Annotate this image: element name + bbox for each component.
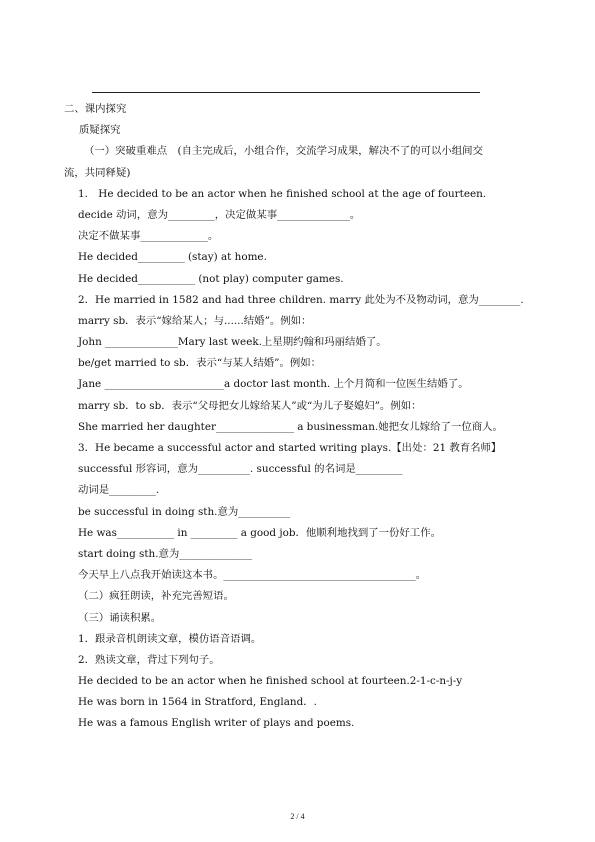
question-line: 动词是_________. [78, 484, 160, 497]
part1-heading-cont: 流，共同释疑) [64, 166, 131, 179]
top-rule [92, 92, 480, 93]
question-line: She married her daughter_______________ a businessman.她把女儿嫁给了一位商人。 [78, 420, 503, 433]
part3-item: 2．熟读文章，背过下列句子。 [78, 653, 220, 666]
question-line: decide 动词，意为_________，决定做某事______________。 [78, 208, 361, 221]
question-line: marry sb．表示“嫁给某人；与......结婚”。例如： [78, 314, 312, 327]
sentence: He decided to be an actor when he finished school at fourteen.2-1-c-n-j-y [78, 675, 463, 688]
question-line: marry sb．to sb．表示“父母把女儿嫁给某人”或“为儿子娶媳妇”。例如： [78, 399, 422, 412]
question-line: 1. He decided to be an actor when he finished school at the age of fourteen. [78, 187, 487, 200]
part1-heading: （一）突破重难点 (自主完成后，小组合作，交流学习成果，解决不了的可以小组间交 [84, 145, 483, 158]
sentence: He was born in 1564 in Stratford, England．. [78, 696, 317, 709]
question-line: 3．He became a successful actor and started writing plays.【出处：21 教育名师】 [78, 442, 502, 454]
sentence: He was a famous English writer of plays and poems. [78, 717, 355, 730]
question-line: John ______________Mary last week.上星期约翰和玛丽结婚了。 [78, 336, 387, 349]
part3-item: 1．跟录音机朗读文章，模仿语音语调。 [78, 632, 262, 645]
question-line: Jane _______________________a doctor last month. 上个月简和一位医生结婚了。 [78, 378, 469, 391]
part3-heading: （三）诵读积累。 [78, 611, 162, 624]
question-line: start doing sth.意为______________ [78, 547, 253, 560]
part2-heading: （二）疯狂朗读，补充完善短语。 [78, 590, 234, 603]
question-line: 今天早上八点我开始读这本书。_____________________________________。 [78, 569, 427, 582]
question-line: successful 形容词，意为__________. successful 的名词是_________ [78, 463, 403, 476]
question-line: be/get married to sb．表示“与某人结婚”。例如： [78, 357, 322, 370]
subtitle: 质疑探究 [79, 124, 121, 137]
question-line: 决定不做某事_____________。 [78, 230, 219, 243]
question-line: 2．He married in 1582 and had three children. marry 此处为不及物动词，意为________. [78, 293, 524, 306]
page-number: 2 / 4 [290, 812, 305, 821]
question-line: He decided___________ (not play) computer games. [78, 272, 344, 285]
question-line: He was___________ in _________ a good job．他顺利地找到了一份好工作。 [78, 526, 441, 539]
section-title: 二、课内探究 [64, 103, 127, 115]
question-line: be successful in doing sth.意为__________ [78, 505, 291, 518]
page-content [64, 99, 550, 735]
question-line: He decided_________ (stay) at home. [78, 251, 267, 264]
